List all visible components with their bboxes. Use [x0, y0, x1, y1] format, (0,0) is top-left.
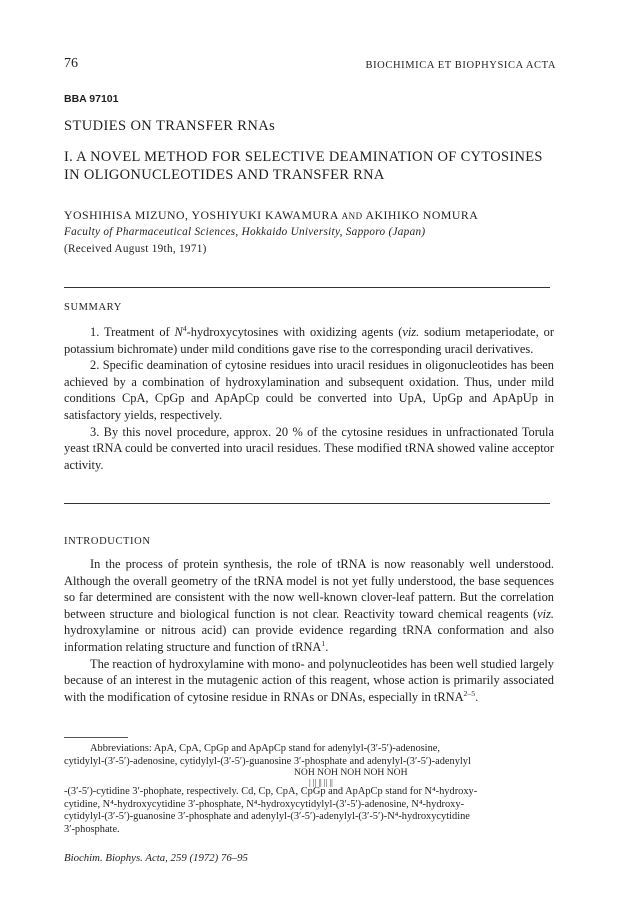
bba-code: BBA 97101 [64, 93, 119, 105]
footnote-line: NOH NOH NOH NOH NOH [294, 767, 408, 779]
summary-bottom-rule [64, 503, 550, 504]
footnote-rule [64, 737, 128, 738]
summary-item-2: 2. Specific deamination of cytosine residues into uracil residues in oligonucleotides has been achieved by a combination of hydroxylamination and subsequent oxidation. Thus, under mild conditions CpA, CpGp and ApApCp could be converted into UpA, UpGp and ApApUp in satisfactory yields, respectively. [64, 358, 554, 422]
introduction-paragraph-1: In the process of protein synthesis, the role of tRNA is now reasonably well understood. Although the overall geometry of the tRNA model is not yet fully understood, the base sequences so far determined are consistent with the now well-known clover-leaf pattern. But the correlation between structure and biological function is not clear. Reactivity toward chemical reagents (viz. hydroxylamine or nitrous acid) can provide evidence regarding tRNA conformation and also information relating structure and function of tRNA$^1$. [64, 557, 554, 654]
footnote-line: Abbreviations: ApA, CpA, CpGp and ApApCp stand for adenylyl-(3′-5′)-adenosine, [90, 743, 440, 754]
authors-and: AND [341, 211, 363, 221]
footnote [64, 743, 554, 837]
footnote-line: | || || || || [309, 777, 333, 788]
article-title-line-1: I. A NOVEL METHOD FOR SELECTIVE DEAMINATION OF CYTOSINES [64, 149, 543, 165]
affiliation: Faculty of Pharmaceutical Sciences, Hokkaido University, Sapporo (Japan) [64, 226, 426, 238]
footnote-line: cytidylyl-(3′-5′)-guanosine 3′-phosphate and adenylyl-(3′-5′)-adenylyl-(3′-5′)-N⁴-hydroxycytidine [64, 811, 470, 823]
authors [64, 208, 478, 223]
footnote-line: cytidylyl-(3′-5′)-adenosine, cytidylyl-(3′-5′)-guanosine 3′-phosphate and adenylyl-(3′-5′)-adenylyl [64, 755, 471, 767]
received-date: (Received August 19th, 1971) [64, 243, 207, 255]
summary-body [64, 324, 554, 473]
authors-part-2: AKIHIKO NOMURA [362, 208, 479, 222]
authors-part-1: YOSHIHISA MIZUNO, YOSHIYUKI KAWAMURA [64, 208, 342, 222]
page-number: 76 [64, 56, 78, 71]
series-title: STUDIES ON TRANSFER RNAs [64, 118, 276, 134]
article-title-line-2: IN OLIGONUCLEOTIDES AND TRANSFER RNA [64, 167, 385, 183]
journal-citation: Biochim. Biophys. Acta, 259 (1972) 76–95 [64, 852, 248, 864]
summary-top-rule [64, 287, 550, 288]
footnote-line: 3′-phosphate. [64, 823, 120, 835]
summary-item-1: 1. Treatment of $N^4$-hydroxycytosines with oxidizing agents (viz. sodium metaperiodate, or potassium bichromate) under mild conditions gave rise to the corresponding uracil derivatives. [64, 323, 554, 356]
footnote-line: -(3′-5′)-cytidine 3′-phophate, respectively. Cd, Cp, CpA, CpGp and ApApCp stand for N⁴-hydroxy- [64, 786, 478, 798]
summary-heading: SUMMARY [64, 302, 122, 313]
article-title [64, 148, 564, 184]
footnote-line: cytidine, N⁴-hydroxycytidine 3′-phosphate, N⁴-hydroxycytidylyl-(3′-5′)-adenosine, N⁴-hydroxy- [64, 798, 465, 810]
introduction-body [64, 556, 554, 705]
summary-item-3: 3. By this novel procedure, approx. 20 % of the cytosine residues in unfractionated Torula yeast tRNA could be converted into uracil residues. These modified tRNA showed valine acceptor activity. [64, 424, 554, 472]
introduction-paragraph-2: The reaction of hydroxylamine with mono- and polynucleotides has been well studied largely because of an interest in the mutagenic action of this reagent, whose action is primarily associated with the modification of cytosine residue in RNAs or DNAs, especially in tRNA$^{2-5}$. [64, 656, 554, 704]
introduction-heading: INTRODUCTION [64, 536, 151, 547]
journal-name: BIOCHIMICA ET BIOPHYSICA ACTA [365, 60, 556, 71]
